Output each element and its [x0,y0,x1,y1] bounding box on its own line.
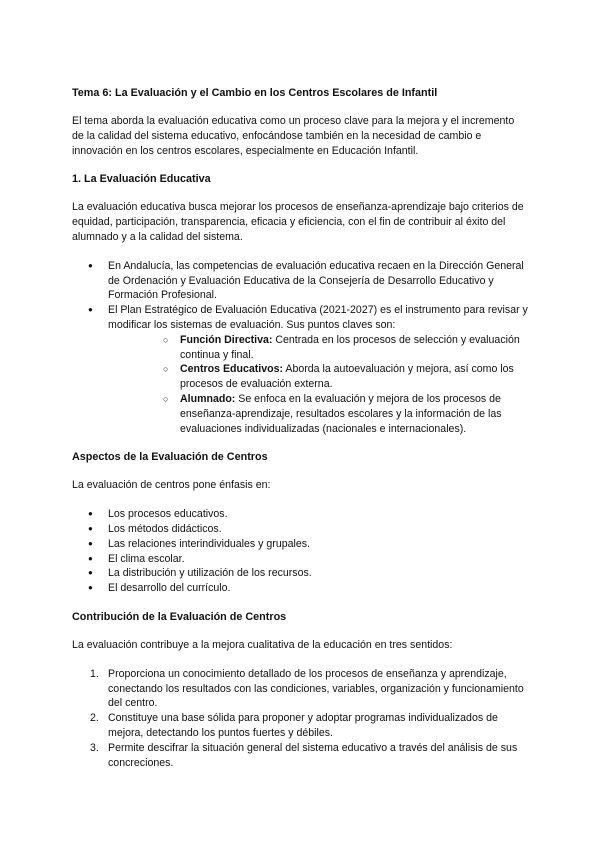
section-1-bullet-list [72,259,528,437]
numbered-item [72,711,528,741]
item-number: 2. [90,712,99,725]
section-3-paragraph: La evaluación contribuye a la mejora cualitativa de la educación en tres sentidos: [72,638,453,651]
list-item: ● Los procesos educativos. [72,507,528,522]
intro-paragraph: El tema aborda la evaluación educativa como un proceso clave para la mejora y el incremento de la calidad del sistema educativo, enfocándose también en la necesidad de cambio e innovación en los centros escolares, especialmente en Educación Infantil. [72,115,515,157]
section-1-heading: 1. La Evaluación Educativa [72,173,211,186]
section-2-paragraph: La evaluación de centros pone énfasis en: [72,479,271,492]
sub-item-text: Centrada en los procesos de selección y evaluación continua y final. [180,333,520,361]
sub-item-label: Centros Educativos: [180,363,284,376]
item-text: Proporciona un conocimiento detallado de los procesos de enseñanza y aprendizaje, conectando los resultados con las condiciones, variables, organización y funcionamiento del centro. [108,667,524,710]
sub-list [108,333,528,437]
numbered-item [72,741,528,771]
list-item: ● El clima escolar. [72,552,528,567]
item-number: 1. [90,667,99,680]
list-item: ● Los métodos didácticos. [72,522,528,537]
section-2-bullet-list [72,507,528,596]
list-item: ● La distribución y utilización de los recursos. [72,566,528,581]
sub-item-label: Alumnado: [180,392,236,405]
list-item: ● El desarrollo del currículo. [72,581,528,596]
list-item [72,303,528,436]
item-text: Permite descifrar la situación general del sistema educativo a través del análisis de sus concreciones. [108,741,518,769]
section-3-heading: Contribución de la Evaluación de Centros [72,610,287,623]
item-number: 3. [90,741,99,754]
sub-item-text: Aborda la autoevaluación y mejora, así como los procesos de evaluación externa. [180,363,514,391]
section-3-numbered-list [72,667,528,771]
section-2-heading: Aspectos de la Evaluación de Centros [72,451,268,464]
list-item: ● En Andalucía, las competencias de evaluación educativa recaen en la Dirección General de Ordenación y Evaluación Educativa de la Consejería de Desarrollo Educativo y Formación Profesional. [72,259,528,303]
sub-list-item [108,362,528,392]
page-title: Tema 6: La Evaluación y el Cambio en los Centros Escolares de Infantil [72,87,438,99]
list-item-text: El Plan Estratégico de Evaluación Educativa (2021-2027) es el instrumento para revisar y modificar los sistemas de evaluación. Sus puntos claves son: [108,304,528,331]
sub-list-item [108,333,528,363]
sub-item-text: Se enfoca en la evaluación y mejora de los procesos de enseñanza-aprendizaje, resultados escolares y la información de las evaluaciones individualizadas (nacionales e internacionales). [180,392,502,435]
numbered-item [72,667,528,711]
sub-list-item [108,392,528,436]
section-1-paragraph: La evaluación educativa busca mejorar los procesos de enseñanza-aprendizaje bajo criterios de equidad, participación, transparencia, eficacia y eficiencia, con el fin de contribuir al éxito del alumnado y a la calidad del sistema. [72,201,524,243]
sub-item-label: Función Directiva: [180,333,273,346]
list-item: ● Las relaciones interindividuales y grupales. [72,537,528,552]
item-text: Constituye una base sólida para proponer y adoptar programas individualizados de mejora, detectando los puntos fuertes y débiles. [108,712,498,739]
